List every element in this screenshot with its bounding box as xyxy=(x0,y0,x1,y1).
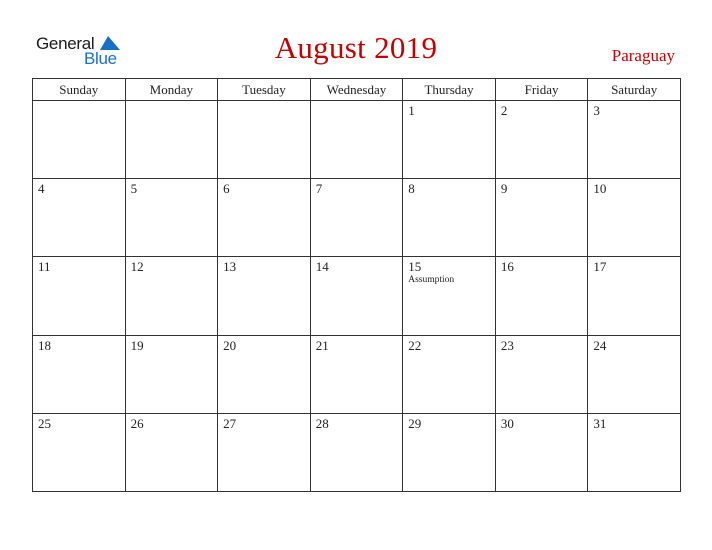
day-number: 5 xyxy=(130,181,138,197)
day-number: 23 xyxy=(500,337,514,353)
day-cell xyxy=(125,413,218,491)
day-number: 6 xyxy=(223,181,230,197)
day-cell xyxy=(588,179,681,257)
day-cell xyxy=(588,335,681,413)
day-cell xyxy=(310,335,403,413)
weekday-header: Saturday xyxy=(588,79,681,101)
day-number: 10 xyxy=(593,181,607,197)
weekday-header: Monday xyxy=(125,79,218,101)
day-cell xyxy=(218,257,311,335)
weekday-header: Tuesday xyxy=(218,79,311,101)
day-cell xyxy=(403,257,496,335)
day-cell xyxy=(33,335,126,413)
day-cell xyxy=(125,257,218,335)
day-cell xyxy=(33,179,126,257)
day-number: 17 xyxy=(593,259,607,275)
day-cell xyxy=(218,179,311,257)
day-cell xyxy=(125,335,218,413)
day-number: 16 xyxy=(500,259,514,275)
day-number: 18 xyxy=(38,337,51,353)
week-row xyxy=(33,101,681,179)
day-cell xyxy=(310,179,403,257)
page-title: August 2019 xyxy=(274,30,438,65)
calendar-grid xyxy=(32,78,681,492)
day-number xyxy=(33,101,125,103)
week-row xyxy=(33,413,681,491)
day-cell xyxy=(310,413,403,491)
weekday-header: Thursday xyxy=(403,79,496,101)
weekday-header: Sunday xyxy=(33,79,126,101)
day-number: 20 xyxy=(223,337,237,353)
day-number xyxy=(311,101,403,103)
day-number: 26 xyxy=(130,415,144,431)
day-number: 28 xyxy=(315,415,329,431)
day-cell xyxy=(495,257,588,335)
day-number: 7 xyxy=(315,181,323,197)
day-number: 21 xyxy=(315,337,329,353)
day-number: 11 xyxy=(38,259,51,275)
holiday-label: Assumption xyxy=(408,275,455,286)
logo-word-blue: Blue xyxy=(84,49,117,68)
day-cell xyxy=(218,101,311,179)
day-number: 8 xyxy=(408,181,415,197)
day-number: 30 xyxy=(500,415,514,431)
day-cell xyxy=(588,101,681,179)
day-cell xyxy=(403,179,496,257)
day-cell xyxy=(403,413,496,491)
day-number: 15 xyxy=(408,259,422,275)
country-label: Paraguay xyxy=(611,46,675,65)
day-number: 12 xyxy=(130,259,144,275)
day-number: 24 xyxy=(593,337,607,353)
day-number: 29 xyxy=(408,415,422,431)
week-row xyxy=(33,257,681,335)
day-number xyxy=(218,101,310,103)
day-cell xyxy=(218,413,311,491)
day-cell xyxy=(403,101,496,179)
day-number: 3 xyxy=(593,103,600,118)
day-cell xyxy=(310,257,403,335)
day-number: 22 xyxy=(408,337,422,353)
day-cell xyxy=(495,413,588,491)
day-number: 4 xyxy=(38,181,45,197)
day-number: 2 xyxy=(500,103,508,118)
day-cell xyxy=(403,335,496,413)
day-number: 9 xyxy=(500,181,508,197)
day-cell xyxy=(125,179,218,257)
day-cell xyxy=(495,335,588,413)
day-cell xyxy=(218,335,311,413)
day-number: 25 xyxy=(38,415,51,431)
week-row xyxy=(33,179,681,257)
day-number: 13 xyxy=(223,259,237,275)
day-cell xyxy=(33,257,126,335)
week-row xyxy=(33,335,681,413)
day-number: 31 xyxy=(593,415,607,431)
day-number: 27 xyxy=(223,415,237,431)
day-cell xyxy=(125,101,218,179)
day-cell xyxy=(310,101,403,179)
day-cell xyxy=(33,413,126,491)
day-number: 14 xyxy=(315,259,329,275)
logo-word-general: General xyxy=(36,34,95,53)
weekday-header: Friday xyxy=(495,79,588,101)
day-cell xyxy=(495,101,588,179)
weekday-header-row xyxy=(33,79,681,101)
day-cell xyxy=(588,413,681,491)
weekday-header: Wednesday xyxy=(310,79,403,101)
day-cell xyxy=(495,179,588,257)
day-cell xyxy=(33,101,126,179)
day-number: 1 xyxy=(408,103,415,118)
day-number xyxy=(126,101,218,103)
day-cell xyxy=(588,257,681,335)
day-number: 19 xyxy=(130,337,144,353)
